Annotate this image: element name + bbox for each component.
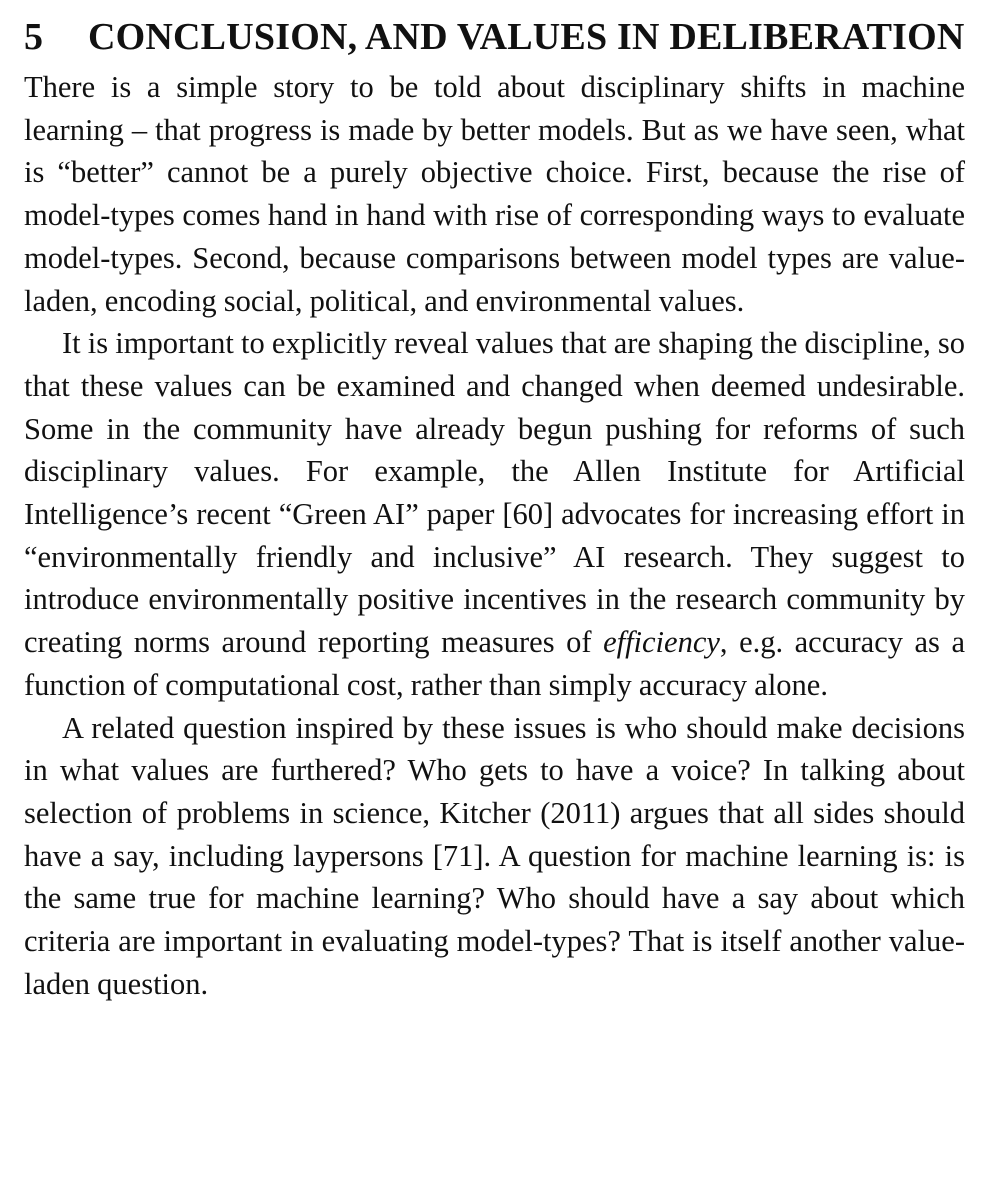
paragraph-2-text-end: , e.g. accuracy as a function of computational cost, rather than simply accuracy alone.: [24, 625, 965, 702]
emphasis-efficiency: efficiency: [603, 625, 720, 660]
section-heading: [24, 12, 965, 62]
paragraph-2-text-start: It is important to explicitly reveal values that are shaping the discipline, so that these values can be examined and changed when deemed undesirable. Some in the community have already begun pushing for reforms of such disciplinary values. For example, the Allen Institute for Artificial Intelligence’s recent “Green AI” paper [60] advocates for increasing effort in “environmentally friendly and inclusive” AI research. They suggest to introduce environmentally positive incentives in the research community by creating norms around reporting measures of: [24, 326, 965, 660]
paragraph-1: There is a simple story to be told about disciplinary shifts in machine learning – that progress is made by better models. But as we have seen, what is “better” cannot be a purely objective choice. First, because the rise of model-types comes hand in hand with rise of corresponding ways to evaluate model-types. Second, because comparisons between model types are value-laden, encoding social, political, and environmental values.: [24, 70, 965, 318]
section-number: 5: [24, 16, 44, 58]
section-title: CONCLUSION, AND VALUES IN DELIBERATION: [88, 16, 965, 58]
paragraph-2: [24, 322, 965, 706]
paragraph-3: A related question inspired by these issues is who should make decisions in what values are furthered? Who gets to have a voice? In talking about selection of problems in science, Kitcher (2011) argues that all sides should have a say, including laypersons [71]. A question for machine learning is: is the same true for machine learning? Who should have a say about which criteria are important in evaluating model-types? That is itself another value-laden question.: [24, 710, 965, 1001]
